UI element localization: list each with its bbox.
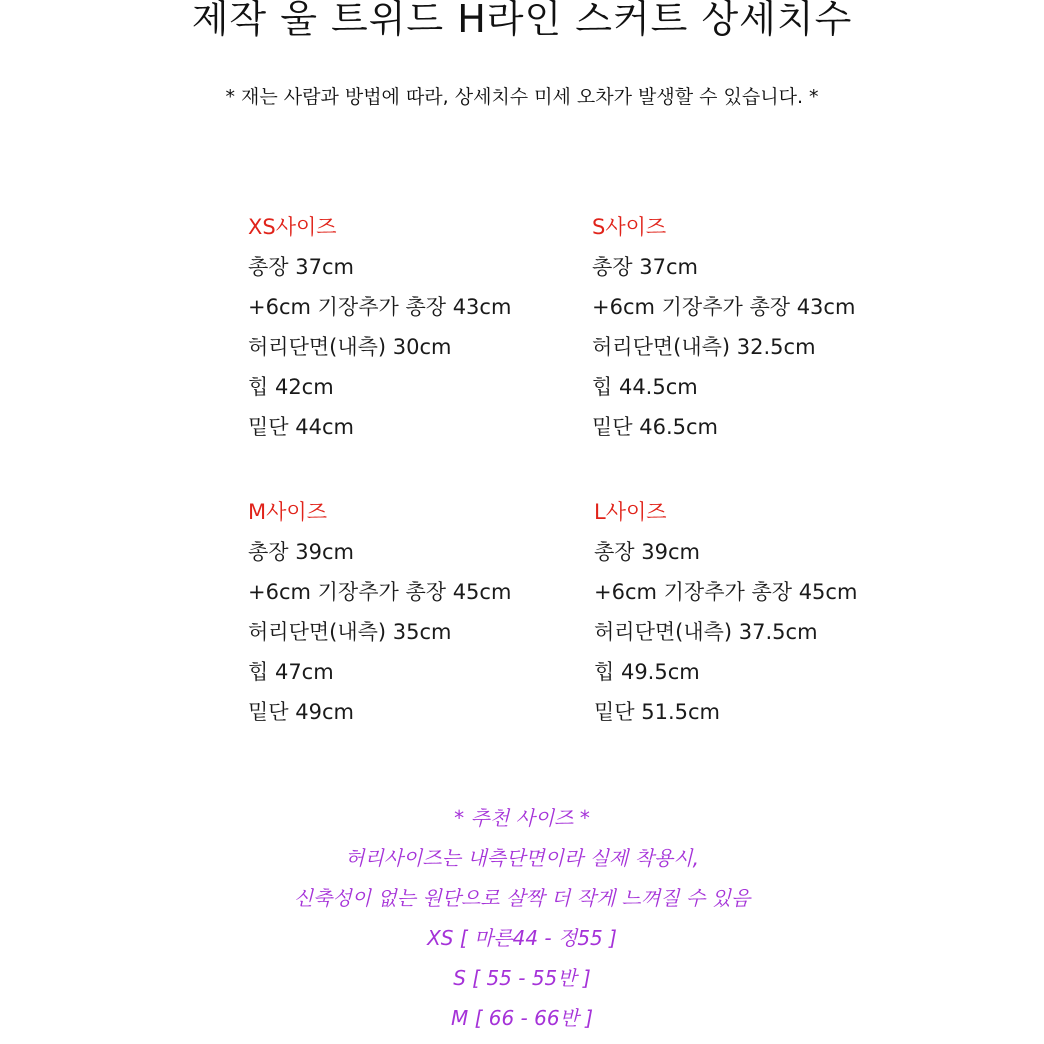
recommended-size-section bbox=[0, 798, 1044, 1038]
size-hem: 밑단 49cm bbox=[248, 700, 354, 724]
size-length: 총장 37cm bbox=[592, 255, 698, 279]
size-extended-length: +6cm 기장추가 총장 43cm bbox=[592, 295, 856, 319]
size-block-l bbox=[594, 492, 1014, 732]
size-extended-length: +6cm 기장추가 총장 45cm bbox=[248, 580, 512, 604]
size-hem: 밑단 51.5cm bbox=[594, 700, 721, 724]
size-extended-length: +6cm 기장추가 총장 43cm bbox=[248, 295, 512, 319]
recommend-note-line-2: 신축성이 없는 원단으로 살짝 더 작게 느껴질 수 있음 bbox=[293, 886, 751, 910]
recommend-size-s: S [ 55 - 55반 ] bbox=[453, 966, 591, 990]
size-block-s bbox=[592, 207, 1012, 447]
size-hip: 힙 44.5cm bbox=[592, 375, 698, 399]
size-hip: 힙 49.5cm bbox=[594, 660, 700, 684]
size-hem: 밑단 46.5cm bbox=[592, 415, 719, 439]
size-title-m: M사이즈 bbox=[248, 500, 327, 524]
size-waist: 허리단면(내측) 37.5cm bbox=[594, 620, 818, 644]
size-waist: 허리단면(내측) 35cm bbox=[248, 620, 452, 644]
recommend-size-m: M [ 66 - 66반 ] bbox=[450, 1006, 594, 1030]
size-length: 총장 37cm bbox=[248, 255, 354, 279]
size-extended-length: +6cm 기장추가 총장 45cm bbox=[594, 580, 858, 604]
size-length: 총장 39cm bbox=[248, 540, 354, 564]
size-waist: 허리단면(내측) 30cm bbox=[248, 335, 452, 359]
recommend-size-xs: XS [ 마른44 - 정55 ] bbox=[427, 926, 617, 950]
measurement-notice: * 재는 사람과 방법에 따라, 상세치수 미세 오차가 발생할 수 있습니다. * bbox=[225, 86, 819, 108]
page-title: 제작 울 트위드 H라인 스커트 상세치수 bbox=[191, 0, 853, 41]
size-hem: 밑단 44cm bbox=[248, 415, 354, 439]
size-waist: 허리단면(내측) 32.5cm bbox=[592, 335, 816, 359]
size-title-s: S사이즈 bbox=[592, 215, 667, 239]
size-length: 총장 39cm bbox=[594, 540, 700, 564]
recommend-note-line-1: 허리사이즈는 내측단면이라 실제 착용시, bbox=[345, 846, 699, 870]
size-title-xs: XS사이즈 bbox=[248, 215, 337, 239]
size-title-l: L사이즈 bbox=[594, 500, 667, 524]
recommend-heading: * 추천 사이즈 * bbox=[454, 806, 590, 830]
size-hip: 힙 42cm bbox=[248, 375, 334, 399]
size-hip: 힙 47cm bbox=[248, 660, 334, 684]
